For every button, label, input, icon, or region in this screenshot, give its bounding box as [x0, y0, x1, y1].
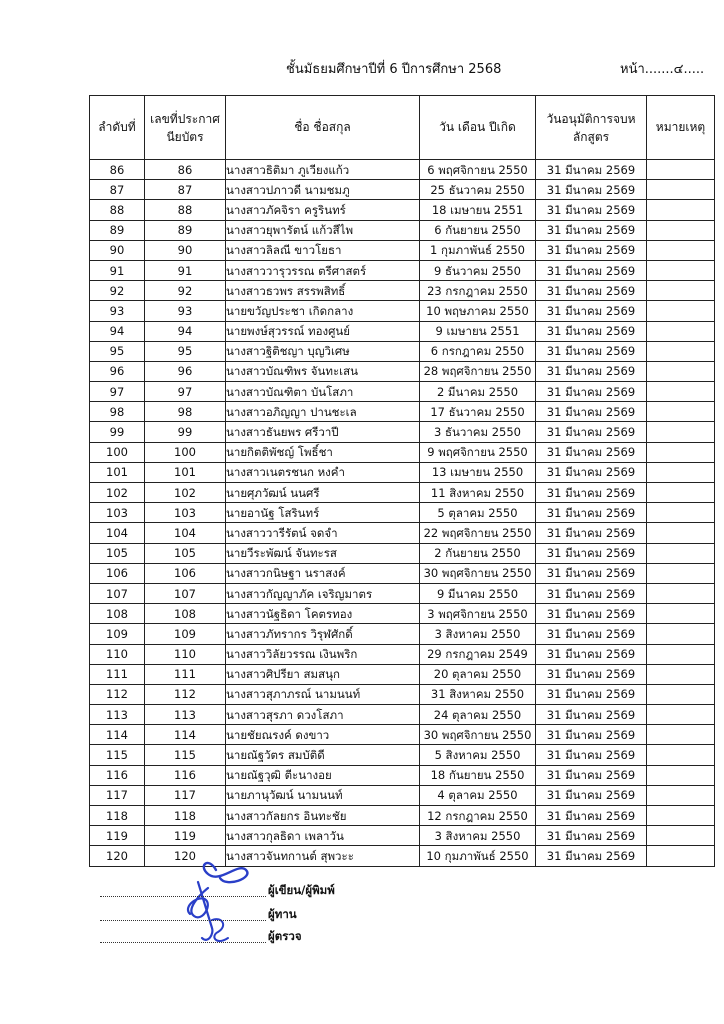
row-birth-date: 11 สิงหาคม 2550	[420, 483, 536, 503]
row-birth-date: 4 ตุลาคม 2550	[420, 785, 536, 805]
row-full-name: นายภานุวัฒน์ นามนนท์	[226, 785, 420, 805]
row-birth-date: 3 ธันวาคม 2550	[420, 422, 536, 442]
row-birth-date: 10 พฤษภาคม 2550	[420, 301, 536, 321]
row-grad-date: 31 มีนาคม 2569	[536, 200, 647, 220]
row-grad-date: 31 มีนาคม 2569	[536, 644, 647, 664]
signature-block	[100, 882, 400, 952]
row-full-name: นางสาวภัทรากร วิรุฬศักดิ์	[226, 624, 420, 644]
row-seq: 88	[90, 200, 145, 220]
row-seq: 90	[90, 240, 145, 260]
row-birth-date: 5 สิงหาคม 2550	[420, 745, 536, 765]
row-cert-no: 105	[145, 543, 226, 563]
row-seq: 116	[90, 765, 145, 785]
row-remark	[647, 583, 715, 603]
row-birth-date: 2 กันยายน 2550	[420, 543, 536, 563]
row-seq: 86	[90, 160, 145, 180]
row-cert-no: 93	[145, 301, 226, 321]
row-remark	[647, 826, 715, 846]
row-full-name: นายขวัญประชา เกิดกลาง	[226, 301, 420, 321]
row-grad-date: 31 มีนาคม 2569	[536, 624, 647, 644]
row-cert-no: 95	[145, 341, 226, 361]
row-cert-no: 87	[145, 180, 226, 200]
row-full-name: นายกิตติพัชญ์ โพธิ์ชา	[226, 442, 420, 462]
row-seq: 102	[90, 483, 145, 503]
col-header-cert-label: เลขที่ประกาศนียบัตร	[150, 111, 220, 144]
row-birth-date: 31 สิงหาคม 2550	[420, 684, 536, 704]
row-cert-no: 89	[145, 220, 226, 240]
col-header-grad-label: วันอนุมัติการจบหลักสูตร	[546, 111, 636, 144]
row-grad-date: 31 มีนาคม 2569	[536, 442, 647, 462]
row-grad-date: 31 มีนาคม 2569	[536, 483, 647, 503]
row-remark	[647, 240, 715, 260]
row-grad-date: 31 มีนาคม 2569	[536, 583, 647, 603]
row-birth-date: 17 ธันวาคม 2550	[420, 402, 536, 422]
row-cert-no: 98	[145, 402, 226, 422]
row-birth-date: 28 พฤศจิกายน 2550	[420, 361, 536, 381]
row-remark	[647, 422, 715, 442]
row-grad-date: 31 มีนาคม 2569	[536, 321, 647, 341]
row-full-name: นางสาวกัลยกร อินทะชัย	[226, 806, 420, 826]
row-remark	[647, 200, 715, 220]
row-remark	[647, 361, 715, 381]
table-row	[90, 361, 715, 381]
signature-role-writer: ผู้เขียน/ผู้พิมพ์	[268, 883, 335, 897]
table-row	[90, 765, 715, 785]
row-remark	[647, 382, 715, 402]
row-birth-date: 9 พฤศจิกายน 2550	[420, 442, 536, 462]
row-full-name: นางสาวภัคจิรา ครูรินทร์	[226, 200, 420, 220]
col-header-seq: ลำดับที่	[90, 96, 145, 160]
row-cert-no: 110	[145, 644, 226, 664]
row-birth-date: 24 ตุลาคม 2550	[420, 705, 536, 725]
row-birth-date: 9 ธันวาคม 2550	[420, 260, 536, 280]
row-grad-date: 31 มีนาคม 2569	[536, 462, 647, 482]
row-cert-no: 86	[145, 160, 226, 180]
col-header-name: ชื่อ ชื่อสกุล	[226, 96, 420, 160]
row-birth-date: 18 กันยายน 2550	[420, 765, 536, 785]
row-remark	[647, 765, 715, 785]
row-cert-no: 90	[145, 240, 226, 260]
row-seq: 109	[90, 624, 145, 644]
row-remark	[647, 180, 715, 200]
row-grad-date: 31 มีนาคม 2569	[536, 382, 647, 402]
row-birth-date: 9 มีนาคม 2550	[420, 583, 536, 603]
row-seq: 87	[90, 180, 145, 200]
row-cert-no: 99	[145, 422, 226, 442]
table-row	[90, 220, 715, 240]
col-header-birth: วัน เดือน ปีเกิด	[420, 96, 536, 160]
row-cert-no: 117	[145, 785, 226, 805]
row-full-name: นางสาวศิปรียา สมสนุก	[226, 664, 420, 684]
row-grad-date: 31 มีนาคม 2569	[536, 503, 647, 523]
row-cert-no: 111	[145, 664, 226, 684]
row-birth-date: 25 ธันวาคม 2550	[420, 180, 536, 200]
row-birth-date: 13 เมษายน 2550	[420, 462, 536, 482]
row-birth-date: 6 กรกฎาคม 2550	[420, 341, 536, 361]
row-birth-date: 23 กรกฎาคม 2550	[420, 281, 536, 301]
table-row	[90, 442, 715, 462]
row-remark	[647, 543, 715, 563]
signature-dots	[100, 896, 266, 897]
table-row	[90, 806, 715, 826]
signature-role-checker: ผู้ทาน	[268, 907, 297, 921]
row-grad-date: 31 มีนาคม 2569	[536, 220, 647, 240]
row-cert-no: 102	[145, 483, 226, 503]
row-remark	[647, 523, 715, 543]
row-cert-no: 119	[145, 826, 226, 846]
row-full-name: นางสาววารีรัตน์ จดจำ	[226, 523, 420, 543]
row-full-name: นางสาวธวพร สรรพสิทธิ์	[226, 281, 420, 301]
row-seq: 99	[90, 422, 145, 442]
page-number: หน้า.......๔.....	[620, 62, 705, 77]
row-grad-date: 31 มีนาคม 2569	[536, 725, 647, 745]
row-birth-date: 3 สิงหาคม 2550	[420, 624, 536, 644]
signature-line-writer	[100, 882, 400, 900]
table-row	[90, 240, 715, 260]
row-remark	[647, 402, 715, 422]
row-seq: 120	[90, 846, 145, 866]
row-birth-date: 22 พฤศจิกายน 2550	[420, 523, 536, 543]
row-seq: 100	[90, 442, 145, 462]
row-grad-date: 31 มีนาคม 2569	[536, 846, 647, 866]
row-cert-no: 101	[145, 462, 226, 482]
row-seq: 117	[90, 785, 145, 805]
table-row	[90, 664, 715, 684]
row-birth-date: 10 กุมภาพันธ์ 2550	[420, 846, 536, 866]
row-seq: 92	[90, 281, 145, 301]
signature-dots	[100, 942, 266, 943]
row-remark	[647, 624, 715, 644]
row-cert-no: 92	[145, 281, 226, 301]
row-full-name: นางสาวสุรภา ดวงโสภา	[226, 705, 420, 725]
row-cert-no: 100	[145, 442, 226, 462]
table-row	[90, 260, 715, 280]
row-seq: 103	[90, 503, 145, 523]
table-row	[90, 725, 715, 745]
row-full-name: นางสาวกุลธิดา เพลาวัน	[226, 826, 420, 846]
row-full-name: นางสาวบัณฑิพร จันทะเสน	[226, 361, 420, 381]
row-grad-date: 31 มีนาคม 2569	[536, 422, 647, 442]
table-row	[90, 462, 715, 482]
row-seq: 111	[90, 664, 145, 684]
row-cert-no: 104	[145, 523, 226, 543]
row-full-name: นางสาวปภาวดี นามชมภู	[226, 180, 420, 200]
row-grad-date: 31 มีนาคม 2569	[536, 604, 647, 624]
row-remark	[647, 260, 715, 280]
row-full-name: นางสาวนัฐธิดา โคตรทอง	[226, 604, 420, 624]
row-full-name: นางสาวบัณฑิตา บันโสภา	[226, 382, 420, 402]
row-cert-no: 114	[145, 725, 226, 745]
table-row	[90, 543, 715, 563]
row-full-name: นายวีระพัฒน์ จันทะรส	[226, 543, 420, 563]
row-full-name: นายศุภวัฒน์ นนศรี	[226, 483, 420, 503]
row-grad-date: 31 มีนาคม 2569	[536, 240, 647, 260]
row-cert-no: 94	[145, 321, 226, 341]
row-cert-no: 96	[145, 361, 226, 381]
table-row	[90, 422, 715, 442]
row-full-name: นางสาวอภิญญา ปานชะเล	[226, 402, 420, 422]
row-seq: 89	[90, 220, 145, 240]
document-title: ชั้นมัธยมศึกษาปีที่ 6 ปีการศึกษา 2568	[286, 62, 502, 77]
row-seq: 108	[90, 604, 145, 624]
row-full-name: นางสาวจันทกานต์ สุพวะะ	[226, 846, 420, 866]
row-birth-date: 2 มีนาคม 2550	[420, 382, 536, 402]
row-remark	[647, 684, 715, 704]
row-grad-date: 31 มีนาคม 2569	[536, 563, 647, 583]
row-birth-date: 9 เมษายน 2551	[420, 321, 536, 341]
row-remark	[647, 503, 715, 523]
table-row	[90, 160, 715, 180]
row-cert-no: 103	[145, 503, 226, 523]
signature-role-verifier: ผู้ตรวจ	[268, 929, 302, 943]
row-remark	[647, 220, 715, 240]
row-seq: 94	[90, 321, 145, 341]
row-remark	[647, 160, 715, 180]
row-birth-date: 3 พฤศจิกายน 2550	[420, 604, 536, 624]
row-remark	[647, 563, 715, 583]
row-seq: 112	[90, 684, 145, 704]
graduate-table	[89, 95, 715, 867]
row-remark	[647, 725, 715, 745]
row-full-name: นายอานัฐ โสรินทร์	[226, 503, 420, 523]
row-birth-date: 6 พฤศจิกายน 2550	[420, 160, 536, 180]
row-full-name: นายณัฐวัตร สมบัติดี	[226, 745, 420, 765]
row-full-name: นางสาวสุภาภรณ์ นามนนท์	[226, 684, 420, 704]
row-cert-no: 97	[145, 382, 226, 402]
row-remark	[647, 462, 715, 482]
row-seq: 119	[90, 826, 145, 846]
row-grad-date: 31 มีนาคม 2569	[536, 260, 647, 280]
row-birth-date: 1 กุมภาพันธ์ 2550	[420, 240, 536, 260]
row-seq: 96	[90, 361, 145, 381]
row-cert-no: 109	[145, 624, 226, 644]
row-remark	[647, 483, 715, 503]
row-birth-date: 30 พฤศจิกายน 2550	[420, 725, 536, 745]
row-grad-date: 31 มีนาคม 2569	[536, 765, 647, 785]
row-cert-no: 108	[145, 604, 226, 624]
row-remark	[647, 745, 715, 765]
row-seq: 97	[90, 382, 145, 402]
row-grad-date: 31 มีนาคม 2569	[536, 180, 647, 200]
row-birth-date: 12 กรกฎาคม 2550	[420, 806, 536, 826]
row-seq: 91	[90, 260, 145, 280]
row-birth-date: 6 กันยายน 2550	[420, 220, 536, 240]
page-header	[0, 58, 724, 78]
row-remark	[647, 644, 715, 664]
table-body	[90, 160, 715, 867]
row-cert-no: 107	[145, 583, 226, 603]
row-cert-no: 88	[145, 200, 226, 220]
row-seq: 93	[90, 301, 145, 321]
row-remark	[647, 301, 715, 321]
row-cert-no: 118	[145, 806, 226, 826]
row-grad-date: 31 มีนาคม 2569	[536, 523, 647, 543]
row-cert-no: 116	[145, 765, 226, 785]
row-full-name: นางสาววารุวรรณ ตรีศาสตร์	[226, 260, 420, 280]
table-row	[90, 563, 715, 583]
row-seq: 110	[90, 644, 145, 664]
row-grad-date: 31 มีนาคม 2569	[536, 543, 647, 563]
row-full-name: นายพงษ์สุวรรณ์ ทองศูนย์	[226, 321, 420, 341]
row-seq: 118	[90, 806, 145, 826]
table-header-row	[90, 96, 715, 160]
row-remark	[647, 705, 715, 725]
signature-dots	[100, 920, 266, 921]
row-grad-date: 31 มีนาคม 2569	[536, 826, 647, 846]
row-seq: 107	[90, 583, 145, 603]
table-row	[90, 745, 715, 765]
table-row	[90, 705, 715, 725]
table-row	[90, 785, 715, 805]
table-row	[90, 402, 715, 422]
row-cert-no: 120	[145, 846, 226, 866]
row-seq: 113	[90, 705, 145, 725]
row-birth-date: 18 เมษายน 2551	[420, 200, 536, 220]
table-row	[90, 503, 715, 523]
row-full-name: นางสาววิลัยวรรณ เงินพริก	[226, 644, 420, 664]
row-remark	[647, 341, 715, 361]
row-birth-date: 20 ตุลาคม 2550	[420, 664, 536, 684]
table-row	[90, 341, 715, 361]
row-birth-date: 29 กรกฎาคม 2549	[420, 644, 536, 664]
row-cert-no: 91	[145, 260, 226, 280]
row-full-name: นางสาวกัญญาภัค เจริญมาตร	[226, 583, 420, 603]
row-seq: 104	[90, 523, 145, 543]
table-row	[90, 684, 715, 704]
row-grad-date: 31 มีนาคม 2569	[536, 281, 647, 301]
row-birth-date: 3 สิงหาคม 2550	[420, 826, 536, 846]
row-remark	[647, 281, 715, 301]
row-birth-date: 30 พฤศจิกายน 2550	[420, 563, 536, 583]
row-seq: 95	[90, 341, 145, 361]
row-full-name: นางสาวยุพารัตน์ แก้วสีไพ	[226, 220, 420, 240]
table-row	[90, 826, 715, 846]
row-remark	[647, 846, 715, 866]
row-grad-date: 31 มีนาคม 2569	[536, 684, 647, 704]
row-full-name: นางสาวเนตรชนก หงคำ	[226, 462, 420, 482]
row-full-name: นางสาวธันยพร ศรีวาปี	[226, 422, 420, 442]
row-grad-date: 31 มีนาคม 2569	[536, 361, 647, 381]
row-full-name: นางสาวลิลณี ขาวโยธา	[226, 240, 420, 260]
table-row	[90, 583, 715, 603]
signature-line-checker	[100, 906, 400, 924]
table-row	[90, 281, 715, 301]
row-cert-no: 115	[145, 745, 226, 765]
row-grad-date: 31 มีนาคม 2569	[536, 745, 647, 765]
table-row	[90, 523, 715, 543]
table-row	[90, 200, 715, 220]
row-grad-date: 31 มีนาคม 2569	[536, 160, 647, 180]
table-row	[90, 180, 715, 200]
row-full-name: นางสาวฐิติชญา บุญวิเศษ	[226, 341, 420, 361]
row-remark	[647, 604, 715, 624]
row-grad-date: 31 มีนาคม 2569	[536, 705, 647, 725]
row-grad-date: 31 มีนาคม 2569	[536, 806, 647, 826]
row-seq: 105	[90, 543, 145, 563]
row-full-name: นายชัยณรงค์ ดงขาว	[226, 725, 420, 745]
row-remark	[647, 785, 715, 805]
row-full-name: นายณัฐวุฒิ ตีะนางอย	[226, 765, 420, 785]
row-remark	[647, 442, 715, 462]
table-row	[90, 644, 715, 664]
row-birth-date: 5 ตุลาคม 2550	[420, 503, 536, 523]
row-grad-date: 31 มีนาคม 2569	[536, 664, 647, 684]
table-row	[90, 321, 715, 341]
row-remark	[647, 806, 715, 826]
row-grad-date: 31 มีนาคม 2569	[536, 402, 647, 422]
row-seq: 115	[90, 745, 145, 765]
signature-line-verifier	[100, 928, 400, 946]
row-cert-no: 113	[145, 705, 226, 725]
table-row	[90, 624, 715, 644]
row-seq: 114	[90, 725, 145, 745]
row-seq: 106	[90, 563, 145, 583]
table-row	[90, 382, 715, 402]
row-cert-no: 106	[145, 563, 226, 583]
row-grad-date: 31 มีนาคม 2569	[536, 301, 647, 321]
row-grad-date: 31 มีนาคม 2569	[536, 341, 647, 361]
row-full-name: นางสาวกนิษฐา นราสงค์	[226, 563, 420, 583]
table-row	[90, 301, 715, 321]
row-seq: 101	[90, 462, 145, 482]
row-cert-no: 112	[145, 684, 226, 704]
row-seq: 98	[90, 402, 145, 422]
row-full-name: นางสาวธิติมา ภูเวียงแก้ว	[226, 160, 420, 180]
row-remark	[647, 664, 715, 684]
table-row	[90, 483, 715, 503]
col-header-cert	[145, 96, 226, 160]
table-row	[90, 604, 715, 624]
col-header-remark: หมายเหตุ	[647, 96, 715, 160]
row-grad-date: 31 มีนาคม 2569	[536, 785, 647, 805]
row-remark	[647, 321, 715, 341]
col-header-grad	[536, 96, 647, 160]
